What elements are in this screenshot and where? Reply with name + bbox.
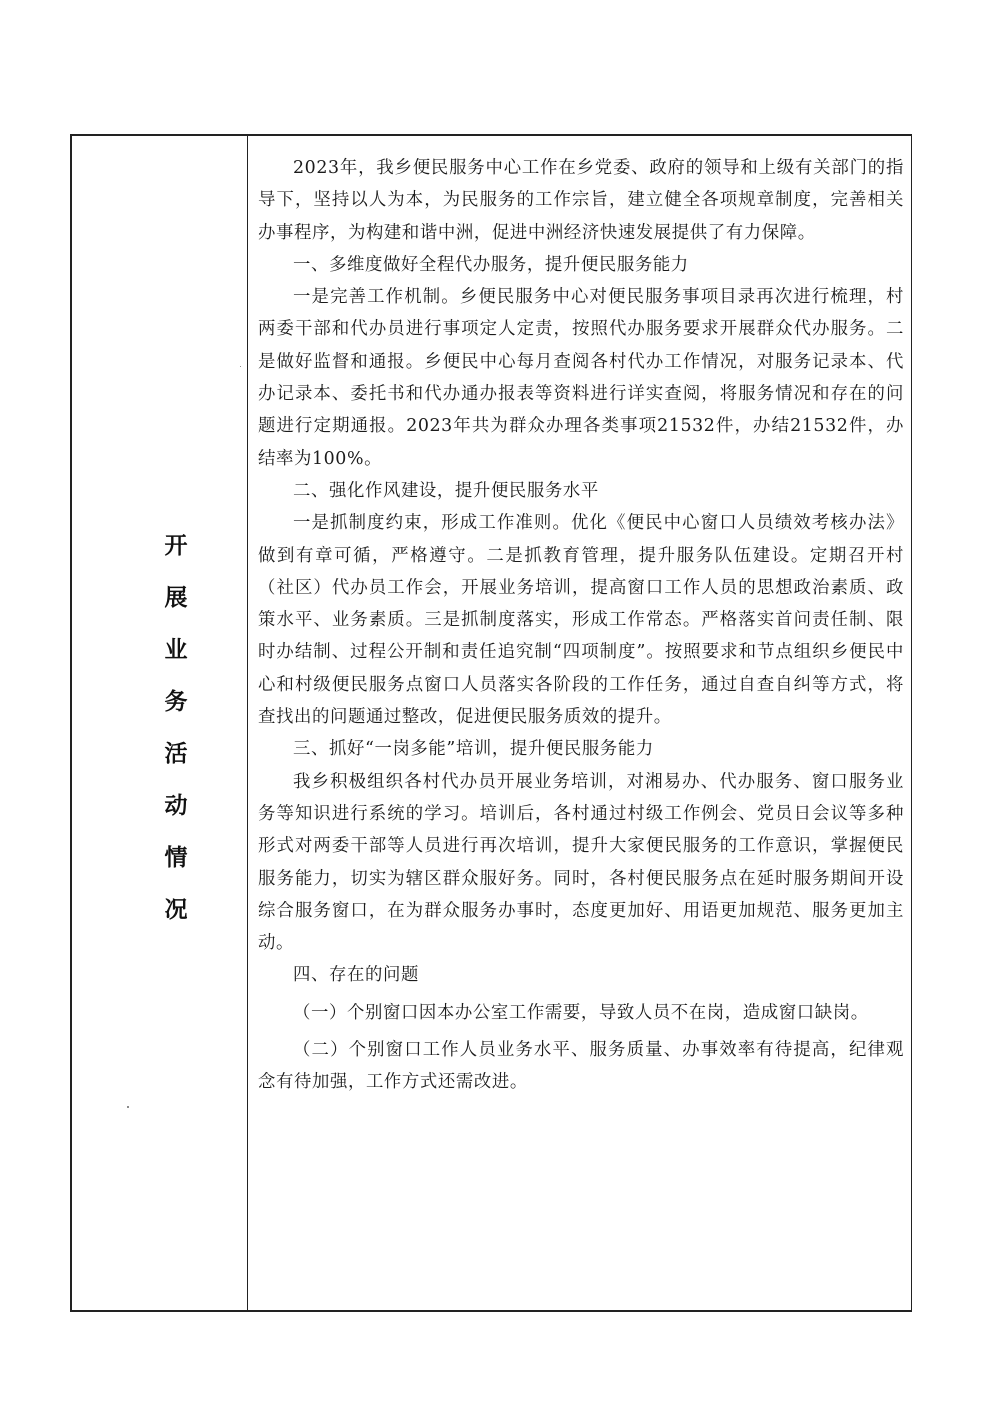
heading-three: 三、抓好“一岗多能”培训，提升便民服务能力 <box>293 739 654 760</box>
activity-content-cell <box>258 152 904 1099</box>
heading-four: 四、存在的问题 <box>293 965 419 986</box>
heading-one: 一、多维度做好全程代办服务，提升便民服务能力 <box>293 254 689 275</box>
problem-item-one: （一）个别窗口因本办公室工作需要，导致人员不在岗，造成窗口缺岗。 <box>293 1002 869 1023</box>
problem-item-two: （二）个别窗口工作人员业务水平、服务质量、办事效率有待提高，纪律观念有待加强，工作方式还需改进。 <box>258 1040 904 1093</box>
activity-form-table <box>70 134 912 1312</box>
paragraph-one: 一是完善工作机制。乡便民服务中心对便民服务事项目录再次进行梳理，村两委干部和代办员进行事项定人定责，按照代办服务要求开展群众代办服务。二是做好监督和通报。乡便民中心每月查阅各村代办工作情况，对服务记录本、代办记录本、委托书和代办通办报表等资料进行详实查阅，将服务情况和存在的问题进行定期通报。2023年共为群众办理各类事项21532件，办结21532件，办结率为100%。 <box>258 287 904 469</box>
section-label: 开展业务活动情况 <box>164 532 188 923</box>
paragraph-two: 一是抓制度约束，形成工作准则。优化《便民中心窗口人员绩效考核办法》做到有章可循，严格遵守。二是抓教育管理，提升服务队伍建设。定期召开村（社区）代办员工作会，开展业务培训，提高窗口工作人员的思想政治素质、政策水平、业务素质。三是抓制度落实，形成工作常态。严格落实首问责任制、限时办结制、过程公开制和责任追究制“四项制度”。按照要求和节点组织乡便民中心和村级便民服务点窗口人员落实各阶段的工作任务，通过自查自纠等方式，将查找出的问题通过整改，促进便民服务质效的提升。 <box>258 513 904 728</box>
section-label-cell <box>72 136 248 1310</box>
intro-paragraph: 2023年，我乡便民服务中心工作在乡党委、政府的领导和上级有关部门的指导下，坚持以人为本，为民服务的工作宗旨，建立健全各项规章制度，完善相关办事程序，为构建和谐中洲，促进中洲经济快速发展提供了有力保障。 <box>258 158 904 243</box>
scan-speck <box>240 366 241 367</box>
scan-speck <box>127 1106 129 1108</box>
paragraph-three: 我乡积极组织各村代办员开展业务培训，对湘易办、代办服务、窗口服务业务等知识进行系统的学习。培训后，各村通过村级工作例会、党员日会议等多种形式对两委干部等人员进行再次培训，提升大家便民服务的工作意识，掌握便民服务能力，切实为辖区群众服好务。同时，各村便民服务点在延时服务期间开设综合服务窗口，在为群众服务办事时，态度更加好、用语更加规范、服务更加主动。 <box>258 771 904 954</box>
heading-two: 二、强化作风建设，提升便民服务水平 <box>293 480 599 501</box>
